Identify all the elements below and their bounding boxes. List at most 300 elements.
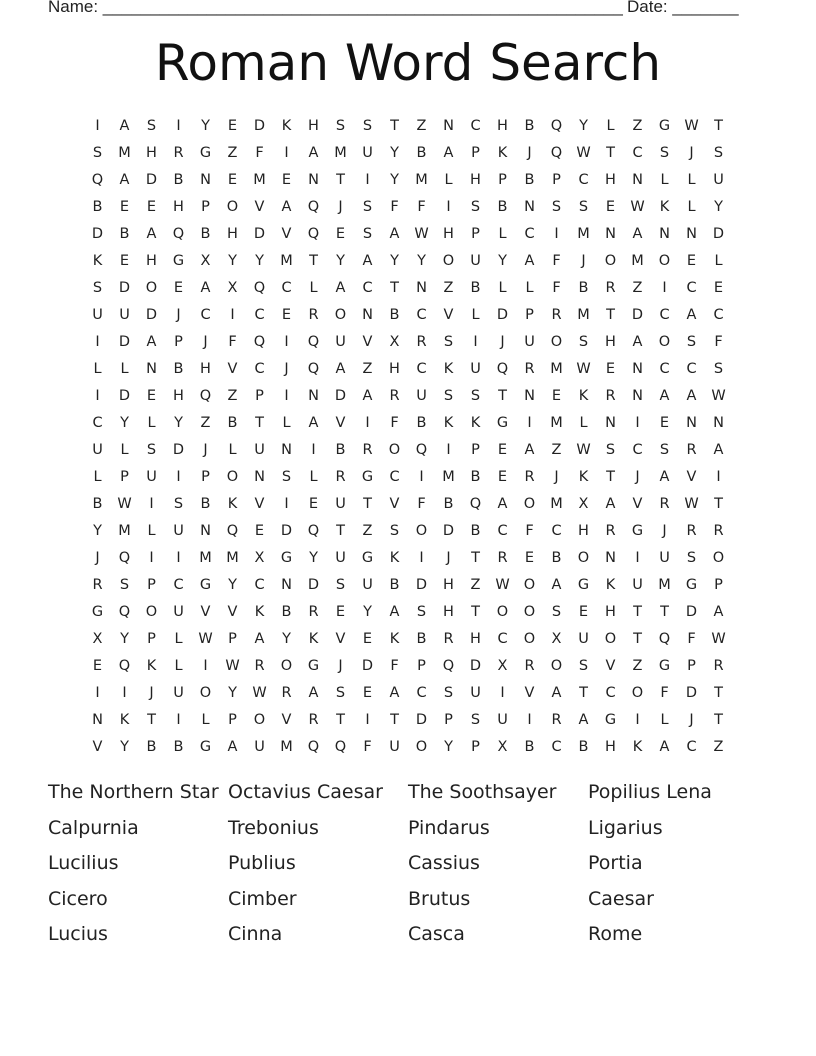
grid-letter[interactable]: K [92,253,103,269]
grid-letter[interactable]: C [173,577,184,593]
grid-letter[interactable]: A [713,604,724,620]
grid-letter[interactable]: Q [415,442,428,458]
grid-letter[interactable]: P [120,469,129,485]
grid-letter[interactable]: C [605,685,616,701]
grid-letter[interactable]: I [365,712,370,728]
grid-letter[interactable]: P [471,739,480,755]
grid-letter[interactable]: J [689,145,694,161]
grid-letter[interactable]: Y [201,118,210,134]
grid-letter[interactable]: J [635,469,640,485]
grid-letter[interactable]: E [497,442,508,458]
grid-letter[interactable]: C [551,523,562,539]
grid-letter[interactable]: G [199,145,212,161]
grid-letter[interactable]: Y [120,631,129,647]
grid-letter[interactable]: A [389,226,400,242]
grid-letter[interactable]: B [92,199,103,215]
grid-letter[interactable]: B [416,145,427,161]
grid-letter[interactable]: M [577,307,590,323]
grid-letter[interactable]: E [146,199,157,215]
grid-letter[interactable]: K [389,550,400,566]
grid-letter[interactable]: L [498,226,507,242]
grid-letter[interactable]: U [497,712,508,728]
grid-letter[interactable]: P [471,442,480,458]
grid-letter[interactable]: S [146,442,157,458]
grid-letter[interactable]: C [497,523,508,539]
grid-letter[interactable]: E [362,685,373,701]
grid-letter[interactable]: T [714,712,723,728]
grid-letter[interactable]: P [444,712,453,728]
grid-letter[interactable]: G [172,253,185,269]
grid-letter[interactable]: Q [118,550,131,566]
grid-letter[interactable]: P [201,469,210,485]
grid-letter[interactable]: N [308,388,319,404]
grid-letter[interactable]: Q [226,523,239,539]
grid-letter[interactable]: Y [363,604,372,620]
grid-letter[interactable]: C [713,307,724,323]
grid-letter[interactable]: U [578,631,589,647]
grid-letter[interactable]: G [199,577,212,593]
grid-letter[interactable]: U [335,496,346,512]
grid-letter[interactable]: H [173,199,184,215]
grid-letter[interactable]: I [662,280,667,296]
grid-letter[interactable]: A [362,388,373,404]
grid-letter[interactable]: V [281,712,292,728]
grid-letter[interactable]: P [147,631,156,647]
grid-letter[interactable]: R [497,550,508,566]
grid-letter[interactable]: F [390,658,399,674]
grid-letter[interactable]: S [92,145,103,161]
grid-letter[interactable]: F [228,334,237,350]
grid-letter[interactable]: B [470,280,481,296]
grid-letter[interactable]: Q [172,226,185,242]
grid-letter[interactable]: K [308,631,319,647]
grid-letter[interactable]: X [254,550,265,566]
grid-letter[interactable]: G [631,523,644,539]
grid-letter[interactable]: Q [253,334,266,350]
grid-letter[interactable]: J [95,550,100,566]
grid-letter[interactable]: Q [118,604,131,620]
grid-letter[interactable]: X [497,658,508,674]
grid-letter[interactable]: T [390,712,399,728]
grid-letter[interactable]: R [524,658,535,674]
grid-letter[interactable]: C [659,361,670,377]
grid-letter[interactable]: V [362,334,373,350]
grid-letter[interactable]: V [227,361,238,377]
grid-letter[interactable]: U [119,307,130,323]
grid-letter[interactable]: E [281,307,292,323]
grid-letter[interactable]: I [176,712,181,728]
grid-letter[interactable]: O [334,307,347,323]
grid-letter[interactable]: H [200,361,211,377]
grid-letter[interactable]: M [199,550,212,566]
grid-letter[interactable]: L [687,172,696,188]
grid-letter[interactable]: W [684,496,699,512]
grid-letter[interactable]: D [469,658,482,674]
grid-letter[interactable]: N [200,523,211,539]
grid-letter[interactable]: Y [579,118,588,134]
grid-letter[interactable]: Y [228,577,237,593]
grid-letter[interactable]: P [552,172,561,188]
grid-letter[interactable]: M [631,253,644,269]
grid-letter[interactable]: L [579,415,588,431]
grid-letter[interactable]: H [605,334,616,350]
grid-letter[interactable]: X [227,280,238,296]
grid-letter[interactable]: Y [282,631,291,647]
grid-letter[interactable]: F [390,199,399,215]
grid-letter[interactable]: D [685,685,698,701]
grid-letter[interactable]: U [92,307,103,323]
grid-letter[interactable]: T [471,604,480,620]
grid-letter[interactable]: M [550,496,563,512]
grid-letter[interactable]: L [174,658,183,674]
grid-letter[interactable]: N [524,199,535,215]
grid-letter[interactable]: O [415,739,428,755]
grid-letter[interactable]: I [176,118,181,134]
grid-letter[interactable]: S [578,199,589,215]
grid-letter[interactable]: I [95,118,100,134]
grid-letter[interactable]: W [684,118,699,134]
grid-letter[interactable]: O [577,550,590,566]
grid-letter[interactable]: Z [200,415,211,431]
grid-letter[interactable]: W [630,199,645,215]
grid-letter[interactable]: Y [390,253,399,269]
grid-letter[interactable]: Q [469,496,482,512]
grid-letter[interactable]: K [659,199,670,215]
grid-letter[interactable]: S [713,361,724,377]
grid-letter[interactable]: E [227,172,238,188]
grid-letter[interactable]: O [415,523,428,539]
grid-letter[interactable]: C [686,739,697,755]
grid-letter[interactable]: Q [334,739,347,755]
grid-letter[interactable]: O [658,253,671,269]
grid-letter[interactable]: J [284,361,289,377]
grid-letter[interactable]: C [389,469,400,485]
grid-letter[interactable]: V [335,631,346,647]
grid-letter[interactable]: O [226,199,239,215]
grid-letter[interactable]: B [578,280,589,296]
grid-letter[interactable]: M [253,172,266,188]
grid-letter[interactable]: P [228,712,237,728]
grid-letter[interactable]: D [280,523,293,539]
grid-letter[interactable]: S [335,577,346,593]
grid-letter[interactable]: Z [632,658,643,674]
grid-letter[interactable]: K [470,415,481,431]
grid-letter[interactable]: D [442,523,455,539]
grid-letter[interactable]: F [687,631,696,647]
grid-letter[interactable]: A [254,631,265,647]
grid-letter[interactable]: U [470,685,481,701]
grid-letter[interactable]: U [173,523,184,539]
grid-letter[interactable]: S [335,118,346,134]
grid-letter[interactable]: M [280,253,293,269]
grid-letter[interactable]: Q [307,226,320,242]
grid-letter[interactable]: R [605,388,616,404]
grid-letter[interactable]: K [227,496,238,512]
grid-letter[interactable]: I [176,469,181,485]
grid-letter[interactable]: S [713,145,724,161]
grid-letter[interactable]: R [551,307,562,323]
grid-letter[interactable]: W [576,361,591,377]
grid-letter[interactable]: S [686,550,697,566]
grid-letter[interactable]: B [173,172,184,188]
grid-letter[interactable]: B [173,361,184,377]
grid-letter[interactable]: F [363,739,372,755]
grid-letter[interactable]: U [146,469,157,485]
grid-letter[interactable]: C [254,577,265,593]
grid-letter[interactable]: L [309,469,318,485]
grid-letter[interactable]: R [92,577,103,593]
grid-letter[interactable]: K [605,577,616,593]
grid-letter[interactable]: B [389,307,400,323]
grid-letter[interactable]: P [201,199,210,215]
grid-letter[interactable]: O [712,550,725,566]
grid-letter[interactable]: A [605,496,616,512]
grid-letter[interactable]: Y [498,253,507,269]
grid-letter[interactable]: I [365,172,370,188]
grid-letter[interactable]: A [524,442,535,458]
grid-letter[interactable]: B [389,577,400,593]
grid-letter[interactable]: S [92,280,103,296]
grid-letter[interactable]: Q [307,361,320,377]
grid-letter[interactable]: O [442,253,455,269]
grid-letter[interactable]: F [714,334,723,350]
grid-letter[interactable]: H [227,226,238,242]
grid-letter[interactable]: Y [93,523,102,539]
grid-letter[interactable]: H [443,577,454,593]
grid-letter[interactable]: H [443,226,454,242]
grid-letter[interactable]: T [390,118,399,134]
grid-letter[interactable]: M [577,226,590,242]
grid-letter[interactable]: A [659,739,670,755]
grid-letter[interactable]: A [362,253,373,269]
grid-letter[interactable]: E [497,469,508,485]
grid-letter[interactable]: I [95,685,100,701]
grid-letter[interactable]: N [308,172,319,188]
grid-letter[interactable]: I [284,334,289,350]
grid-letter[interactable]: L [309,280,318,296]
grid-letter[interactable]: T [660,604,669,620]
grid-letter[interactable]: C [551,739,562,755]
grid-letter[interactable]: D [118,280,131,296]
grid-letter[interactable]: S [659,145,670,161]
grid-letter[interactable]: T [606,307,615,323]
grid-letter[interactable]: Z [362,361,373,377]
grid-letter[interactable]: K [146,658,157,674]
grid-letter[interactable]: N [605,226,616,242]
grid-letter[interactable]: D [307,577,320,593]
grid-letter[interactable]: I [635,550,640,566]
grid-letter[interactable]: E [659,415,670,431]
grid-letter[interactable]: I [473,334,478,350]
grid-letter[interactable]: N [632,361,643,377]
grid-letter[interactable]: I [635,712,640,728]
grid-letter[interactable]: J [500,334,505,350]
grid-letter[interactable]: D [253,118,266,134]
grid-letter[interactable]: N [686,415,697,431]
grid-letter[interactable]: O [550,334,563,350]
grid-letter[interactable]: B [200,226,211,242]
grid-letter[interactable]: Z [416,118,427,134]
grid-letter[interactable]: U [713,172,724,188]
grid-letter[interactable]: B [92,496,103,512]
grid-letter[interactable]: E [686,253,697,269]
grid-letter[interactable]: A [551,685,562,701]
grid-letter[interactable]: Z [632,280,643,296]
grid-letter[interactable]: Y [120,415,129,431]
grid-letter[interactable]: C [632,145,643,161]
grid-letter[interactable]: T [255,415,264,431]
grid-letter[interactable]: A [632,226,643,242]
grid-letter[interactable]: N [605,415,616,431]
grid-letter[interactable]: D [172,442,185,458]
grid-letter[interactable]: I [446,442,451,458]
grid-letter[interactable]: K [632,739,643,755]
grid-letter[interactable]: Q [307,334,320,350]
grid-letter[interactable]: O [253,712,266,728]
grid-letter[interactable]: C [416,361,427,377]
grid-letter[interactable]: O [550,658,563,674]
grid-letter[interactable]: Z [443,280,454,296]
grid-letter[interactable]: B [524,172,535,188]
grid-letter[interactable]: U [254,739,265,755]
grid-letter[interactable]: H [605,604,616,620]
grid-letter[interactable]: L [444,172,453,188]
grid-letter[interactable]: B [470,469,481,485]
grid-letter[interactable]: N [200,172,211,188]
grid-letter[interactable]: T [363,496,372,512]
grid-letter[interactable]: T [336,523,345,539]
grid-letter[interactable]: N [686,226,697,242]
grid-letter[interactable]: Z [632,118,643,134]
grid-letter[interactable]: V [389,496,400,512]
grid-letter[interactable]: L [525,280,534,296]
grid-letter[interactable]: S [470,712,481,728]
grid-letter[interactable]: D [631,307,644,323]
grid-letter[interactable]: C [254,307,265,323]
grid-letter[interactable]: A [308,415,319,431]
grid-letter[interactable]: A [200,280,211,296]
grid-letter[interactable]: T [498,388,507,404]
grid-letter[interactable]: G [658,658,671,674]
grid-letter[interactable]: O [631,685,644,701]
grid-letter[interactable]: T [390,280,399,296]
grid-letter[interactable]: X [497,739,508,755]
grid-letter[interactable]: C [416,307,427,323]
grid-letter[interactable]: H [605,172,616,188]
grid-letter[interactable]: F [552,280,561,296]
grid-letter[interactable]: B [551,550,562,566]
grid-letter[interactable]: I [419,550,424,566]
grid-letter[interactable]: D [496,307,509,323]
grid-letter[interactable]: G [361,469,374,485]
grid-letter[interactable]: K [389,631,400,647]
grid-letter[interactable]: L [120,361,129,377]
grid-letter[interactable]: R [443,631,454,647]
grid-letter[interactable]: L [147,523,156,539]
grid-letter[interactable]: I [284,145,289,161]
grid-letter[interactable]: G [658,118,671,134]
grid-letter[interactable]: C [686,361,697,377]
grid-letter[interactable]: Y [444,739,453,755]
grid-letter[interactable]: Y [714,199,723,215]
grid-letter[interactable]: N [632,172,643,188]
grid-letter[interactable]: B [416,415,427,431]
grid-letter[interactable]: O [523,577,536,593]
grid-letter[interactable]: Z [713,739,724,755]
grid-letter[interactable]: R [308,712,319,728]
grid-letter[interactable]: I [95,334,100,350]
grid-letter[interactable]: Q [550,118,563,134]
grid-letter[interactable]: G [199,739,212,755]
grid-letter[interactable]: G [280,550,293,566]
grid-letter[interactable]: T [714,118,723,134]
grid-letter[interactable]: A [443,145,454,161]
grid-letter[interactable]: G [577,577,590,593]
grid-letter[interactable]: C [416,685,427,701]
grid-letter[interactable]: R [362,442,373,458]
grid-letter[interactable]: C [524,226,535,242]
grid-letter[interactable]: B [119,226,130,242]
grid-letter[interactable]: C [254,361,265,377]
grid-letter[interactable]: H [389,361,400,377]
grid-letter[interactable]: F [417,199,426,215]
grid-letter[interactable]: B [578,739,589,755]
grid-letter[interactable]: S [146,118,157,134]
grid-letter[interactable]: K [497,145,508,161]
grid-letter[interactable]: T [336,712,345,728]
grid-letter[interactable]: E [578,604,589,620]
grid-letter[interactable]: Q [658,631,671,647]
grid-letter[interactable]: H [605,739,616,755]
grid-letter[interactable]: S [119,577,130,593]
grid-letter[interactable]: B [443,496,454,512]
grid-letter[interactable]: C [497,631,508,647]
grid-letter[interactable]: S [389,523,400,539]
grid-letter[interactable]: D [361,658,374,674]
grid-letter[interactable]: I [311,442,316,458]
grid-letter[interactable]: E [713,280,724,296]
grid-letter[interactable]: Q [550,145,563,161]
grid-letter[interactable]: N [254,469,265,485]
grid-letter[interactable]: O [226,469,239,485]
grid-letter[interactable]: V [254,199,265,215]
grid-letter[interactable]: L [471,307,480,323]
grid-letter[interactable]: R [254,658,265,674]
grid-letter[interactable]: X [200,253,211,269]
grid-letter[interactable]: C [200,307,211,323]
grid-letter[interactable]: I [149,550,154,566]
grid-letter[interactable]: O [280,658,293,674]
grid-letter[interactable]: B [146,739,157,755]
grid-letter[interactable]: Y [417,253,426,269]
grid-letter[interactable]: F [525,523,534,539]
grid-letter[interactable]: W [576,145,591,161]
grid-letter[interactable]: F [417,496,426,512]
grid-letter[interactable]: K [254,604,265,620]
grid-letter[interactable]: R [308,604,319,620]
grid-letter[interactable]: C [659,307,670,323]
grid-letter[interactable]: E [362,631,373,647]
grid-letter[interactable]: E [335,226,346,242]
grid-letter[interactable]: N [281,577,292,593]
grid-letter[interactable]: R [713,523,724,539]
grid-letter[interactable]: V [443,307,454,323]
grid-letter[interactable]: T [633,604,642,620]
grid-letter[interactable]: B [416,631,427,647]
grid-letter[interactable]: T [633,631,642,647]
grid-letter[interactable]: S [605,442,616,458]
grid-letter[interactable]: S [443,334,454,350]
